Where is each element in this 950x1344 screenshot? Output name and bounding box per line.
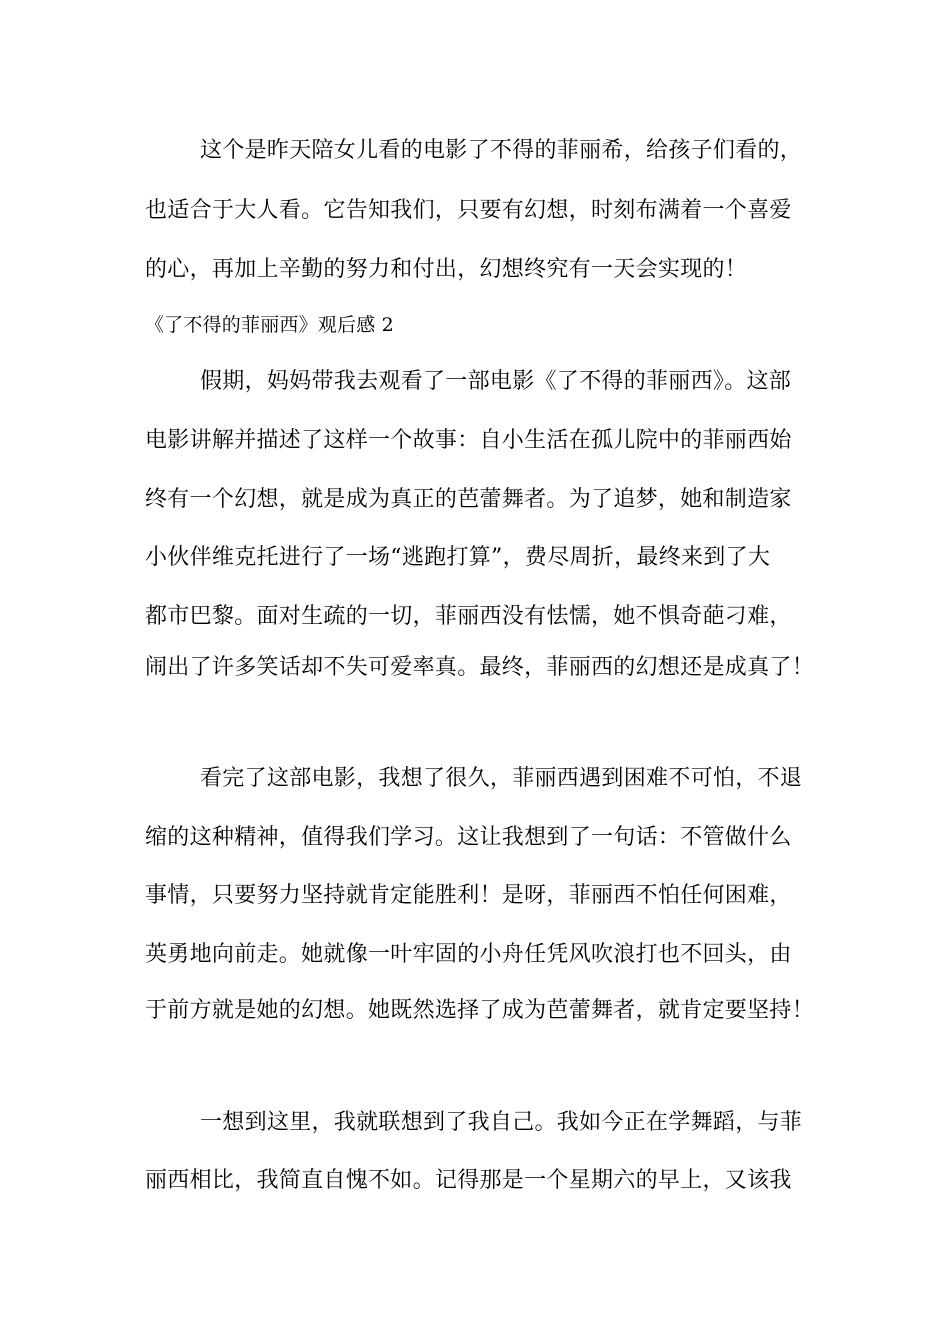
paragraph-line: 假期，妈妈带我去观看了一部电影《了不得的菲丽西》。这部	[200, 369, 792, 394]
paragraph-line: 闹出了许多笑话却不失可爱率真。最终，菲丽西的幻想还是成真了！	[145, 655, 815, 680]
section-heading: 《了不得的菲丽西》观后感 2	[145, 314, 394, 336]
paragraph-line: 一想到这里，我就联想到了我自己。我如今正在学舞蹈，与菲	[200, 1110, 803, 1135]
paragraph-line: 缩的这种精神，值得我们学习。这让我想到了一句话：不管做什么	[145, 825, 792, 850]
paragraph-line: 这个是昨天陪女儿看的电影了不得的菲丽希，给孩子们看的，	[200, 138, 803, 163]
paragraph-line: 看完了这部电影，我想了很久，菲丽西遇到困难不可怕，不退	[200, 766, 803, 791]
paragraph-line: 也适合于大人看。它告知我们，只要有幻想，时刻布满着一个喜爱	[145, 198, 792, 223]
paragraph-line: 终有一个幻想，就是成为真正的芭蕾舞者。为了追梦，她和制造家	[145, 487, 792, 512]
paragraph-line: 事情，只要努力坚持就肯定能胜利！是呀，菲丽西不怕任何困难，	[145, 883, 792, 908]
paragraph-line: 丽西相比，我简直自愧不如。记得那是一个星期六的早上，又该我	[145, 1168, 792, 1193]
paragraph-line: 于前方就是她的幻想。她既然选择了成为芭蕾舞者，就肯定要坚持！	[145, 998, 815, 1023]
paragraph-line: 英勇地向前走。她就像一叶牢固的小舟任凭风吹浪打也不回头，由	[145, 942, 792, 967]
paragraph-line: 的心，再加上辛勤的努力和付出，幻想终究有一天会实现的！	[145, 257, 748, 282]
paragraph-line: 电影讲解并描述了这样一个故事：自小生活在孤儿院中的菲丽西始	[145, 428, 792, 453]
paragraph-line: 都市巴黎。面对生疏的一切，菲丽西没有怯懦，她不惧奇葩刁难，	[145, 604, 792, 629]
paragraph-line: 小伙伴维克托进行了一场“逃跑打算”，费尽周折，最终来到了大	[145, 545, 771, 570]
